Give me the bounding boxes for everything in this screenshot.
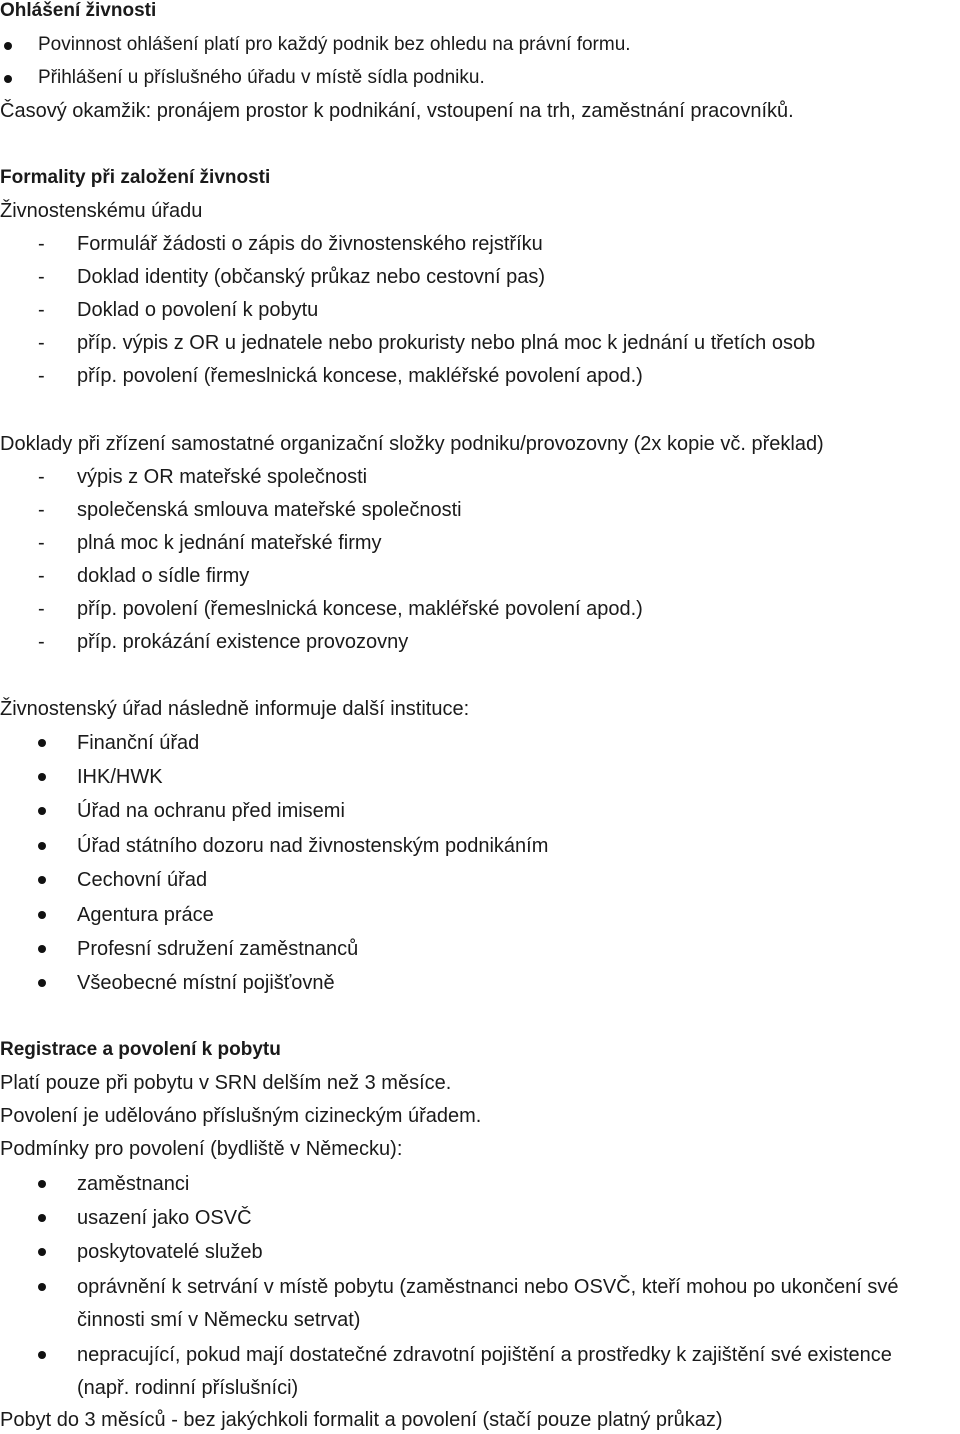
list-item-text: nepracující, pokud mají dostatečné zdravotní pojištění a prostředky k zajištění své existence [77,1344,892,1366]
list-item-text: usazení jako OSVČ [77,1207,252,1229]
dash-icon: - [38,299,45,321]
dash-icon: - [38,266,45,288]
list-item-text: Povinnost ohlášení platí pro každý podnik bez ohledu na právní formu. [38,34,631,55]
dash-icon: - [38,233,45,255]
bullet-icon [38,979,46,987]
bullet-icon [4,42,12,50]
bullet-icon [38,911,46,919]
list-item-text: Všeobecné místní pojišťovně [77,972,335,994]
bullet-icon [38,1351,46,1359]
bullet-icon [38,945,46,953]
bullet-icon [38,807,46,815]
list-item-text: poskytovatelé služeb [77,1241,263,1263]
list-item-text: činnosti smí v Německu setrvat) [77,1309,361,1331]
list-item-text: společenská smlouva mateřské společnosti [77,499,462,521]
heading-text: Registrace a povolení k pobytu [0,1039,281,1060]
list-item-text: výpis z OR mateřské společnosti [77,466,368,488]
timing-text: Časový okamžik: pronájem prostor k podnikání, vstoupení na trh, zaměstnání pracovníků. [0,100,794,122]
bullet-icon [38,876,46,884]
list-item-text: Profesní sdružení zaměstnanců [77,938,359,960]
bullet-icon [38,739,46,747]
dash-icon: - [38,565,45,587]
footer-line: Pobyt do 3 měsíců - bez jakýchkoli formalit a povolení (stačí pouze platný průkaz) [0,1409,723,1431]
list-item-text: Doklad o povolení k pobytu [77,299,319,321]
dash-icon: - [38,466,45,488]
paragraph-line: Podmínky pro povolení (bydliště v Německu): [0,1138,403,1160]
bullet-icon [38,773,46,781]
dash-icon: - [38,365,45,387]
bullet-icon [38,1214,46,1222]
bullet-icon [38,1283,46,1291]
list-item-text: příp. výpis z OR u jednatele nebo prokuristy nebo plná moc k jednání u třetích osob [77,332,816,354]
heading-text: Formality při založení živnosti [0,167,271,188]
paragraph-line: Platí pouze při pobytu v SRN delším než 3 měsíce. [0,1072,452,1094]
paragraph-line: Povolení je udělováno příslušným cizineckým úřadem. [0,1105,482,1127]
heading-text: Ohlášení živnosti [0,0,157,21]
list-item-text: plná moc k jednání mateřské firmy [77,532,382,554]
heading-text: Doklady při zřízení samostatné organizační složky podniku/provozovny (2x kopie vč. překlad) [0,433,824,455]
dash-icon: - [38,598,45,620]
subheading-text: Živnostenskému úřadu [0,200,203,222]
list-item-text: Přihlášení u příslušného úřadu v místě sídla podniku. [38,67,485,88]
list-item-text: Úřad na ochranu před imisemi [77,800,345,822]
dash-icon: - [38,532,45,554]
list-item-text: zaměstnanci [77,1173,190,1195]
list-item-text: Cechovní úřad [77,869,208,891]
dash-icon: - [38,332,45,354]
dash-icon: - [38,631,45,653]
list-item-text: (např. rodinní příslušníci) [77,1377,299,1399]
list-item-text: Finanční úřad [77,732,200,754]
list-item-text: IHK/HWK [77,766,163,788]
bullet-icon [4,75,12,83]
dash-icon: - [38,499,45,521]
heading-text: Živnostenský úřad následně informuje další instituce: [0,698,470,720]
list-item-text: příp. povolení (řemeslnická koncese, makléřské povolení apod.) [77,598,643,620]
list-item-text: Formulář žádosti o zápis do živnostenského rejstříku [77,233,543,255]
list-item-text: příp. povolení (řemeslnická koncese, makléřské povolení apod.) [77,365,643,387]
list-item-text: Úřad státního dozoru nad živnostenským podnikáním [77,835,549,857]
list-item-text: oprávnění k setrvání v místě pobytu (zaměstnanci nebo OSVČ, kteří mohou po ukončení své [77,1276,899,1298]
list-item-text: příp. prokázání existence provozovny [77,631,409,653]
list-item-text: Agentura práce [77,904,214,926]
list-item-text: doklad o sídle firmy [77,565,250,587]
list-item-text: Doklad identity (občanský průkaz nebo cestovní pas) [77,266,546,288]
bullet-icon [38,1180,46,1188]
bullet-icon [38,842,46,850]
bullet-icon [38,1248,46,1256]
